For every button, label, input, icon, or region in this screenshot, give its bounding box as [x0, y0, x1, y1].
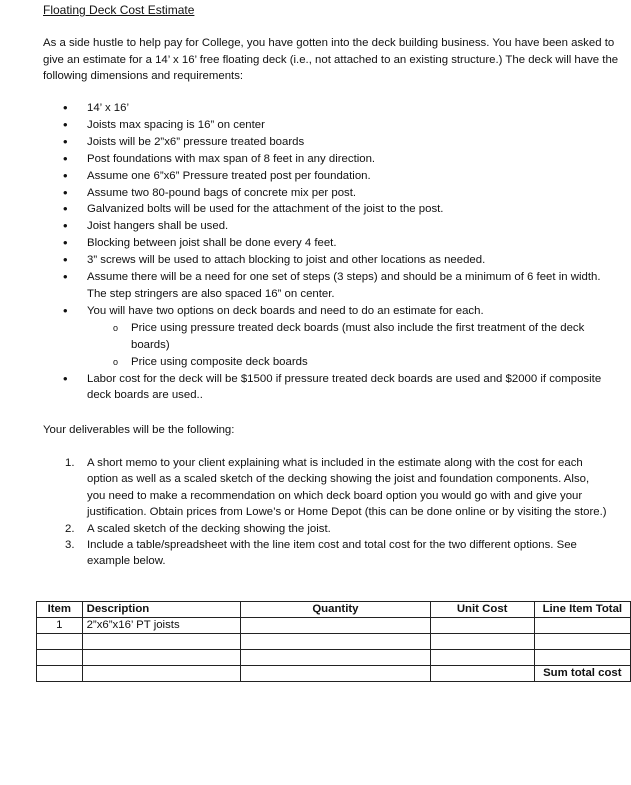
- requirements-list: [60, 100, 616, 404]
- cell-empty: [37, 666, 83, 682]
- intro-paragraph: As a side hustle to help pay for College, you have gotten into the deck building business. You have been asked to give an estimate for a 14’ x 16’ free floating deck (i.e., not attached to an existing structure.) The deck will have the following dimensions and requirements:: [43, 37, 619, 82]
- cell-empty: [241, 666, 430, 682]
- list-item: • Post foundations with max span of 8 feet in any direction.: [60, 151, 616, 168]
- cell-empty: [37, 634, 83, 650]
- document-title: Floating Deck Cost Estimate: [43, 3, 195, 17]
- list-item: [60, 455, 608, 521]
- cell-item: 1: [37, 618, 83, 634]
- list-item: • 3” screws will be used to attach blocking to joist and other locations as needed.: [60, 252, 616, 269]
- header-quantity: Quantity: [241, 602, 430, 618]
- cell-line-total: [534, 618, 630, 634]
- cell-empty: [534, 650, 630, 666]
- list-item: • 14’ x 16’: [60, 100, 616, 117]
- deck-board-options-text: You will have two options on deck boards and need to do an estimate for each.: [87, 304, 484, 317]
- header-unit-cost: Unit Cost: [430, 602, 534, 618]
- cell-unit-cost: [430, 618, 534, 634]
- sub-list-item: o Price using composite deck boards: [87, 354, 616, 371]
- cell-description: 2”x6”x16’ PT joists: [82, 618, 241, 634]
- sum-total-cost-cell: Sum total cost: [534, 666, 630, 682]
- list-item: • Assume two 80-pound bags of concrete mix per post.: [60, 185, 616, 202]
- cell-empty: [430, 634, 534, 650]
- list-item: • Joists will be 2”x6” pressure treated boards: [60, 134, 616, 151]
- list-item: [60, 537, 608, 570]
- header-item: Item: [37, 602, 83, 618]
- cell-empty: [430, 666, 534, 682]
- item-text: A scaled sketch of the decking showing the joist.: [87, 522, 331, 535]
- list-item: • Assume one 6”x6” Pressure treated post per foundation.: [60, 168, 616, 185]
- cell-quantity: [241, 618, 430, 634]
- cost-estimate-table: [36, 601, 631, 682]
- header-line-item-total: Line Item Total: [534, 602, 630, 618]
- list-item: • Joists max spacing is 16” on center: [60, 117, 616, 134]
- deck-board-options-list: [87, 320, 616, 371]
- table-row: [37, 650, 631, 666]
- item-number: 3.: [65, 539, 75, 552]
- list-item: [60, 521, 608, 537]
- list-item: • Joist hangers shall be used.: [60, 218, 616, 235]
- deliverables-heading: Your deliverables will be the following:: [43, 424, 235, 436]
- cell-empty: [241, 634, 430, 650]
- item-number: 1.: [65, 457, 75, 469]
- table-header-row: [37, 602, 631, 618]
- list-item: [60, 303, 616, 371]
- cell-empty: [82, 666, 241, 682]
- item-number: 2.: [65, 522, 75, 535]
- sub-list-item: o Price using pressure treated deck boards (must also include the first treatment of the deck boards): [87, 320, 616, 354]
- item-text: Include a table/spreadsheet with the line item cost and total cost for the two different options. See example below.: [87, 539, 577, 568]
- list-item: • Labor cost for the deck will be $1500 if pressure treated deck boards are used and $2000 if composite deck boards are used..: [60, 371, 616, 405]
- cell-empty: [37, 650, 83, 666]
- cell-empty: [82, 650, 241, 666]
- table-row: [37, 666, 631, 682]
- table-row: [37, 634, 631, 650]
- item-text: A short memo to your client explaining what is included in the estimate along with the cost for each option as well as a scaled sketch of the decking showing the joist and foundation components. Also, you need to make a recommendation on which deck board option you would go with and give your justification. Obtain prices from Lowe’s or Home Depot (this can be done online or by visiting the store.): [87, 457, 607, 519]
- header-description: Description: [82, 602, 241, 618]
- table-row: [37, 618, 631, 634]
- list-item: • Assume there will be a need for one set of steps (3 steps) and should be a minimum of 6 feet in width. The step stringers are also spaced 16” on center.: [60, 269, 616, 303]
- cell-empty: [241, 650, 430, 666]
- cell-empty: [430, 650, 534, 666]
- cell-empty: [534, 634, 630, 650]
- list-item: • Blocking between joist shall be done every 4 feet.: [60, 235, 616, 252]
- deliverables-list: [60, 455, 608, 570]
- list-item: • Galvanized bolts will be used for the attachment of the joist to the post.: [60, 201, 616, 218]
- cell-empty: [82, 634, 241, 650]
